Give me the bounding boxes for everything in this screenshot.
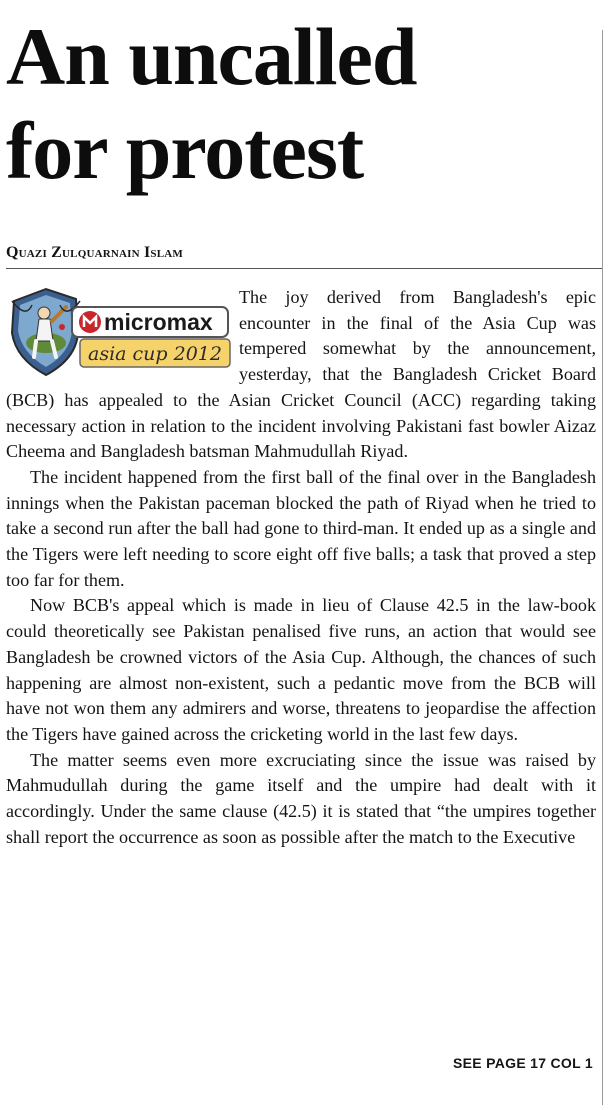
logo-event-text: asia cup 2012 [88,343,222,365]
byline: Quazi Zulquarnain Islam [6,244,184,261]
article-body [6,285,596,850]
headline-line-1: An uncalled [6,11,417,102]
paragraph-4: The matter seems even more excruciating since the issue was raised by Mahmudullah during the game itself and the umpire had dealt with it accordingly. Under the same clause (42.5) it is stated that “the umpires together shall report the occurrence as soon as possible after the match to the Executive [6,749,596,847]
paragraph-3: Now BCB's appeal which is made in lieu of Clause 42.5 in the law-book could theoretically see Pakistan penalised five runs, an action that would see Bangladesh be crowned victors of the Asia Cup. Although, the chances of such happening are almost non-existent, such a pedantic move from the BCB will have not won them any admirers and worse, threatens to jeopardise the affection the Tigers have gained across the cricketing world in the last few days. [6,595,596,744]
headline [6,10,602,198]
paragraph-1: The joy derived from Bangladesh's epic encounter in the final of the Asia Cup was tempered somewhat by the announcement, yesterday, that the Bangladesh Cricket Board (BCB) has appealed to the Asian Cricket Council (ACC) regarding taking necessary action in relation to the incident involving Pakistani fast bowler Aizaz Cheema and Bangladesh batsman Mahmudullah Riyad. [6,287,596,462]
byline-divider [6,268,602,269]
continuation-note: SEE PAGE 17 COL 1 [453,1055,593,1071]
paragraph-2: The incident happened from the first ball of the final over in the Bangladesh innings when the Pakistan paceman blocked the path of Riyad when he tried to take a second run after the ball had gone to third-man. It ended up as a single and the Tigers were left needing to score eight off five balls; a task that proved a step too far for them. [6,466,596,590]
asia-cup-logo [6,285,234,382]
logo-brand-text: micromax [104,309,213,335]
headline-line-2: for protest [6,105,364,196]
column-divider [602,30,603,1105]
